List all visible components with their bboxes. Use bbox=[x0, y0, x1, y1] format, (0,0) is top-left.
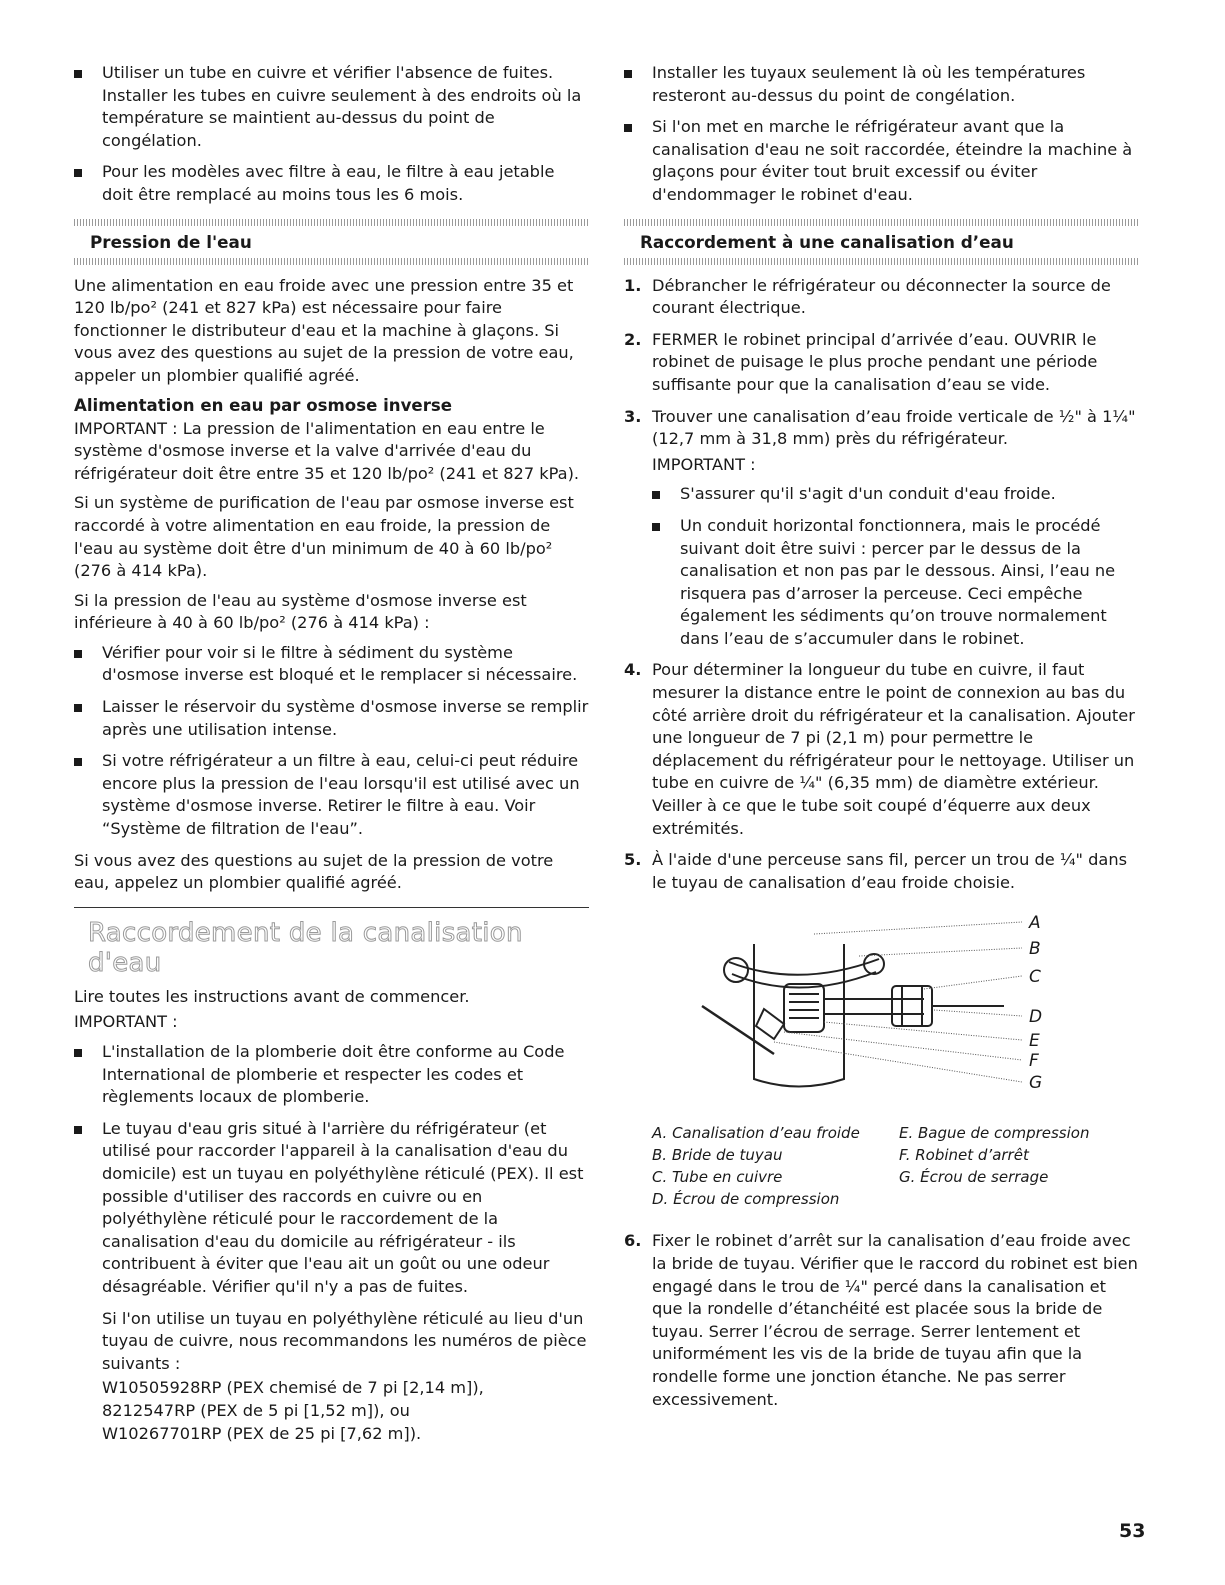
list-item: Si l'on met en marche le réfrigérateur avant que la canalisation d'eau ne soit raccordée, éteindre la machine à glaçons pour éviter tout bruit excessif ou éviter d'endommager le robinet d'eau. bbox=[624, 116, 1139, 206]
valve-illustration bbox=[624, 914, 1139, 1114]
figure-label-d: D bbox=[1029, 1007, 1043, 1028]
part-number: 8212547RP (PEX de 5 pi [1,52 m]), ou bbox=[102, 1400, 410, 1420]
step-text: À l'aide d'une perceuse sans fil, percer un trou de ¼" dans le tuyau de canalisation d’eau froide choisie. bbox=[652, 850, 1128, 892]
right-column bbox=[624, 62, 1139, 1420]
left-column bbox=[74, 62, 589, 1445]
list-item: Laisser le réservoir du système d'osmose inverse se remplir après une utilisation intense. bbox=[74, 696, 589, 741]
list-item: Installer les tuyaux seulement là où les températures resteront au-dessus du point de congélation. bbox=[624, 62, 1139, 107]
pipe-clamp-shape bbox=[729, 959, 879, 975]
list-item: Pour les modèles avec filtre à eau, le filtre à eau jetable doit être remplacé au moins tous les 6 mois. bbox=[74, 161, 589, 206]
section-title: Raccordement de la canalisation d'eau bbox=[88, 917, 523, 978]
part-number: W10505928RP (PEX chemisé de 7 pi [2,14 m]), bbox=[102, 1378, 484, 1398]
legend-item: G. Écrou de serrage bbox=[899, 1168, 1049, 1187]
paragraph: IMPORTANT : La pression de l'alimentation en eau entre le système d'osmose inverse et la valve d'arrivée d'eau du réfrigérateur doit être entre 35 et 120 lb/po² (241 et 827 kPa). bbox=[74, 418, 580, 483]
part-number: W10267701RP (PEX de 25 pi [7,62 m]). bbox=[102, 1423, 422, 1443]
step-item bbox=[624, 849, 1139, 894]
figure-label-b: B bbox=[1029, 939, 1041, 960]
step-number: 5. bbox=[624, 850, 642, 870]
page-number: 53 bbox=[1119, 1520, 1146, 1542]
legend-item: E. Bague de compression bbox=[899, 1124, 1090, 1143]
cold-water-pipe-shape bbox=[754, 944, 844, 1087]
step-text: Trouver une canalisation d’eau froide verticale de ½" à 1¼" (12,7 mm à 31,8 mm) près du réfrigérateur. bbox=[652, 406, 1136, 449]
step-number: 3. bbox=[624, 406, 642, 426]
step-item bbox=[624, 329, 1139, 397]
step-text: Débrancher le réfrigérateur ou déconnecter la source de courant électrique. bbox=[652, 275, 1111, 318]
list-item: Si votre réfrigérateur a un filtre à eau, celui-ci peut réduire encore plus la pression de l'eau lorsqu'il est utilisé avec un système d'osmose inverse. Retirer le filtre à eau. Voir “Système de filtration de l'eau”. bbox=[74, 750, 589, 840]
figure-label-e: E bbox=[1029, 1031, 1040, 1052]
figure-label-f: F bbox=[1029, 1051, 1039, 1072]
divider bbox=[74, 219, 589, 226]
step-number: 2. bbox=[624, 329, 642, 349]
important-label: IMPORTANT : bbox=[74, 1012, 178, 1032]
step-item bbox=[624, 275, 1139, 320]
step-text: FERMER le robinet principal d’arrivée d’eau. OUVRIR le robinet de puisage le plus proche pendant une période suffisante pour que la canalisation d’eau se vide. bbox=[652, 329, 1098, 394]
legend-item: F. Robinet d’arrêt bbox=[899, 1146, 1029, 1165]
paragraph: Si un système de purification de l'eau par osmose inverse est raccordé à votre alimentation en eau froide, la pression de l'eau au système doit être d'un minimum de 40 à 60 lb/po² (276 à 414 kPa). bbox=[74, 493, 574, 581]
list-item: Le tuyau d'eau gris situé à l'arrière du réfrigérateur (et utilisé pour raccorder l'appareil à la canalisation d'eau du domicile) est un tuyau en polyéthylène réticulé (PEX). Il est possible d'utiliser des raccords en cuivre ou en polyéthylène réticulé pour le raccordement de la canalisation d'eau du domicile au réfrigérateur - ils contribuent à éviter que l'eau ait un goût ou une odeur désagréable. Vérifier qu'il n'y a pas de fuites. bbox=[74, 1118, 589, 1299]
divider bbox=[74, 258, 589, 265]
paragraph: Lire toutes les instructions avant de commencer. bbox=[74, 986, 470, 1006]
legend-item: A. Canalisation d’eau froide bbox=[652, 1124, 860, 1143]
list-item: Vérifier pour voir si le filtre à sédiment du système d'osmose inverse est bloqué et le remplacer si nécessaire. bbox=[74, 642, 589, 687]
step-text: Pour déterminer la longueur du tube en cuivre, il faut mesurer la distance entre le point de connexion au bas du côté arrière droit du réfrigérateur et la canalisation. Ajouter une longueur de 7 pi (2,1 m) pour permettre le déplacement du réfrigérateur pour le nettoyage. Utiliser un tube en cuivre de ¼" (6,35 mm) de diamètre extérieur. Veiller à ce que le tube soit coupé d’équerre aux deux extrémités. bbox=[652, 660, 1135, 838]
legend-item: B. Bride de tuyau bbox=[652, 1146, 783, 1165]
figure-label-c: C bbox=[1029, 967, 1041, 988]
divider bbox=[624, 219, 1139, 226]
step-item bbox=[624, 406, 1139, 451]
paragraph: Si l'on utilise un tuyau en polyéthylène réticulé au lieu d'un tuyau de cuivre, nous recommandons les numéros de pièce suivants : bbox=[102, 1308, 587, 1373]
paragraph: Une alimentation en eau froide avec une pression entre 35 et 120 lb/po² (241 et 827 kPa) est nécessaire pour faire fonctionner le distributeur d'eau et la machine à glaçons. Si vous avez des questions au sujet de la pression de votre eau, appeler un plombier qualifié agréé. bbox=[74, 275, 574, 385]
legend-item: C. Tube en cuivre bbox=[652, 1168, 783, 1187]
section-heading-block bbox=[624, 219, 1139, 265]
step-text: Fixer le robinet d’arrêt sur la canalisation d’eau froide avec la bride de tuyau. Vérifier que le raccord du robinet est bien engagé dans le trou de ¼" percé dans la canalisation et que la rondelle d’étanchéité est placée sous la bride de tuyau. Serrer l’écrou de serrage. Serrer lentement et uniformément les vis de la bride de tuyau afin que la rondelle forme une jonction étanche. Ne pas serrer excessivement. bbox=[652, 1231, 1138, 1409]
step-number: 6. bbox=[624, 1231, 642, 1251]
section-heading: Pression de l'eau bbox=[90, 231, 252, 252]
step-item bbox=[624, 659, 1139, 840]
divider bbox=[624, 258, 1139, 265]
legend-item: D. Écrou de compression bbox=[652, 1190, 840, 1209]
figure-label-a: A bbox=[1029, 913, 1041, 934]
step-item bbox=[624, 1230, 1139, 1411]
step-number: 4. bbox=[624, 660, 642, 680]
section-heading: Raccordement à une canalisation d’eau bbox=[640, 231, 1014, 252]
list-item: Utiliser un tube en cuivre et vérifier l'absence de fuites. Installer les tubes en cuivre seulement à des endroits où la température se maintient au-dessus du point de congélation. bbox=[74, 62, 589, 152]
paragraph: Si vous avez des questions au sujet de la pression de votre eau, appelez un plombier qualifié agréé. bbox=[74, 850, 554, 893]
divider bbox=[74, 907, 589, 908]
figure-label-g: G bbox=[1029, 1073, 1043, 1094]
figure-legend bbox=[624, 1122, 1139, 1214]
list-item: L'installation de la plomberie doit être conforme au Code International de plomberie et respecter les codes et règlements locaux de plomberie. bbox=[74, 1041, 589, 1109]
step-number: 1. bbox=[624, 275, 642, 295]
list-item: Un conduit horizontal fonctionnera, mais le procédé suivant doit être suivi : percer par le dessus de la canalisation et non pas par le dessous. Ainsi, l’eau ne risquera pas d’arroser la perceuse. Ceci empêche également les sédiments qu’on trouve normalement dans l’eau de s’accumuler dans le robinet. bbox=[652, 515, 1139, 651]
important-label: IMPORTANT : bbox=[652, 454, 756, 474]
shutoff-valve-figure bbox=[624, 914, 1139, 1114]
paragraph: Si la pression de l'eau au système d'osmose inverse est inférieure à 40 à 60 lb/po² (276 à 414 kPa) : bbox=[74, 590, 527, 633]
section-heading-block bbox=[74, 219, 589, 265]
list-item: S'assurer qu'il s'agit d'un conduit d'eau froide. bbox=[652, 483, 1139, 506]
subheading: Alimentation en eau par osmose inverse bbox=[74, 395, 453, 415]
